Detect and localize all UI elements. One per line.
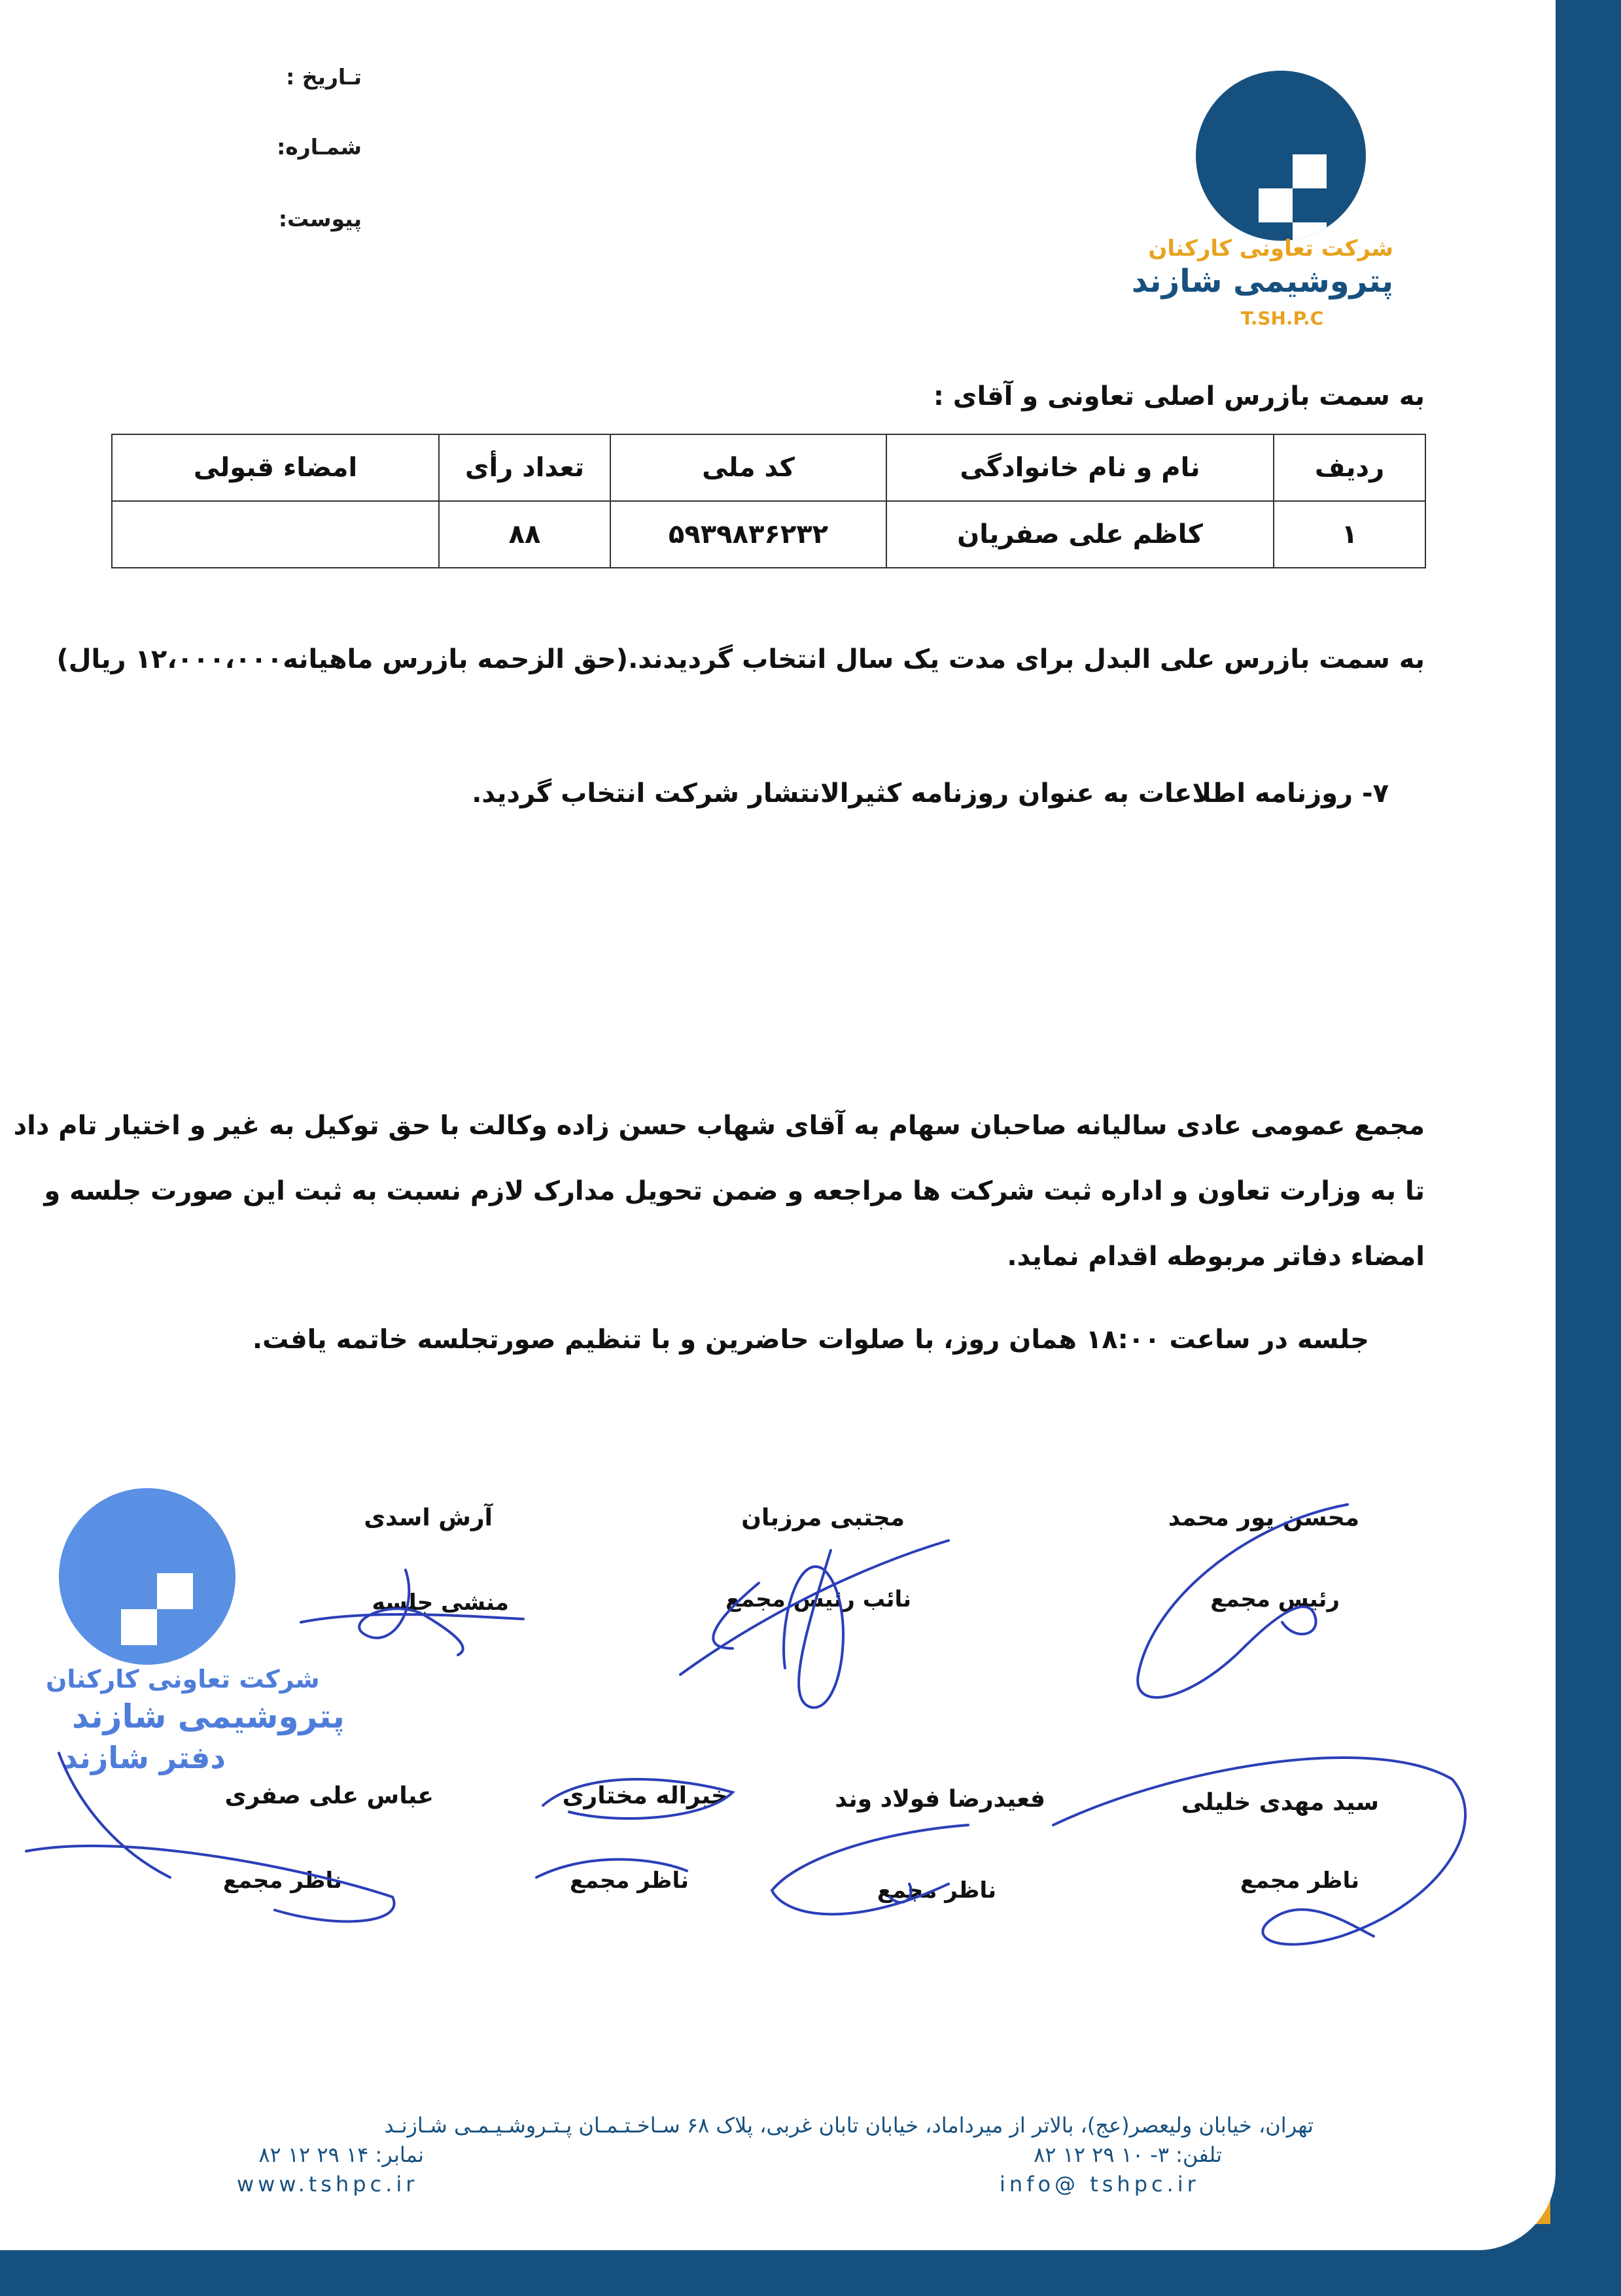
- date-label: تـاریخ :: [286, 64, 362, 90]
- logo-text-line1: شرکت تعاونی کارکنان: [1148, 235, 1393, 262]
- intro-text: به سمت بازرس اصلی تعاونی و آقای :: [933, 381, 1425, 411]
- table-header-cell: امضاء قبولی: [112, 434, 439, 501]
- footer-email: info@ tshpc.ir: [1000, 2172, 1200, 2197]
- signatory-role: ناظر مجمع: [1240, 1868, 1359, 1894]
- signatory-role: ناظر مجمع: [877, 1877, 996, 1904]
- signatory-name: مجتبی مرزبان: [741, 1505, 905, 1531]
- signature-6: [536, 1779, 733, 1877]
- signatory-role: منشی جلسه: [372, 1590, 509, 1616]
- signatory-role: نائب رئیس مجمع: [725, 1586, 911, 1612]
- signatory-name: عباس علی صفری: [224, 1783, 434, 1809]
- item-7-paragraph: ۷- روزنامه اطلاعات به عنوان روزنامه کثیرالانتشار شرکت انتخاب گردید.: [472, 778, 1389, 809]
- logo-text-line2: پتروشیمی شازند: [1131, 263, 1393, 300]
- signature-7: [26, 1753, 394, 1921]
- closing-paragraph: جلسه در ساعت ۱۸:۰۰ همان روز، با صلوات حاضرین و با تنظیم صورتجلسه خاتمه یافت.: [252, 1325, 1369, 1355]
- signatory-name: سید مهدی خلیلی: [1181, 1789, 1379, 1816]
- assembly-paragraph-line2: تا به وزارت تعاون و اداره ثبت شرکت ها مراجعه و ضمن تحویل مدارک لازم نسبت به ثبت این صورت جلسه و: [44, 1176, 1425, 1206]
- table-header-cell: تعداد رأی: [439, 434, 610, 501]
- stamp-text-line3: دفتر شازند: [62, 1740, 226, 1775]
- footer-website: www.tshpc.ir: [237, 2172, 419, 2197]
- signature-1: [1138, 1505, 1348, 1697]
- table-cell: ۸۸: [439, 501, 610, 568]
- footer-phone: تلفن: ۳- ۱۰ ۲۹ ۱۲ ۸۲: [1034, 2142, 1222, 2167]
- signature-4: [1053, 1758, 1465, 1944]
- assembly-paragraph-line3: امضاء دفاتر مربوطه اقدام نماید.: [1007, 1242, 1425, 1272]
- number-label: شمـاره:: [277, 134, 362, 160]
- footer-fax: نمابر: ۱۴ ۲۹ ۱۲ ۸۲: [258, 2142, 424, 2167]
- table-header-cell: ردیف: [1274, 434, 1425, 501]
- footer-address: تهران، خیابان ولیعصر(عج)، بالاتر از میرداماد، خیابان تابان غربی، پلاک ۶۸ سـاخـتـمـان پـتـروشـیـمـی شـازنـد: [384, 2113, 1314, 2138]
- assembly-paragraph-line1: مجمع عمومی عادی سالیانه صاحبان سهام به آقای شهاب حسن زاده وکالت با حق توکیل به غیر و اختیار تام داد: [13, 1111, 1425, 1141]
- table-header-cell: نام و نام خانوادگی: [886, 434, 1274, 501]
- signatory-role: ناظر مجمع: [569, 1868, 689, 1894]
- signature-3: [301, 1570, 523, 1655]
- stamp-text-line2: پتروشیمی شازند: [72, 1697, 345, 1735]
- table-cell: کاظم علی صفریان: [886, 501, 1274, 568]
- signature-5: [772, 1825, 968, 1914]
- signatory-name: محسن پور محمد: [1168, 1505, 1359, 1531]
- signature-2: [680, 1540, 949, 1707]
- table-header-cell: کد ملی: [610, 434, 886, 501]
- table-cell: ۵۹۳۹۸۳۶۲۳۲: [610, 501, 886, 568]
- signatory-name: فعیدرضا فولاد وند: [835, 1786, 1045, 1813]
- attachment-label: پیوست:: [278, 206, 362, 232]
- logo-text-line3: T.SH.P.C: [1240, 307, 1324, 329]
- signatory-role: ناظر مجمع: [222, 1868, 342, 1894]
- signatory-role: رئیس مجمع: [1210, 1586, 1340, 1612]
- alternate-inspector-paragraph: به سمت بازرس علی البدل برای مدت یک سال انتخاب گردیدند.(حق الزحمه بازرس ماهیانه۱۲،۰۰۰،۰۰۰ ریال): [56, 644, 1425, 674]
- table-cell: ۱: [1274, 501, 1425, 568]
- signatory-name: آرش اسدی: [364, 1505, 493, 1531]
- stamp-text-line1: شرکت تعاونی کارکنان: [46, 1665, 320, 1694]
- signatory-name: خیراله مختاری: [562, 1783, 728, 1809]
